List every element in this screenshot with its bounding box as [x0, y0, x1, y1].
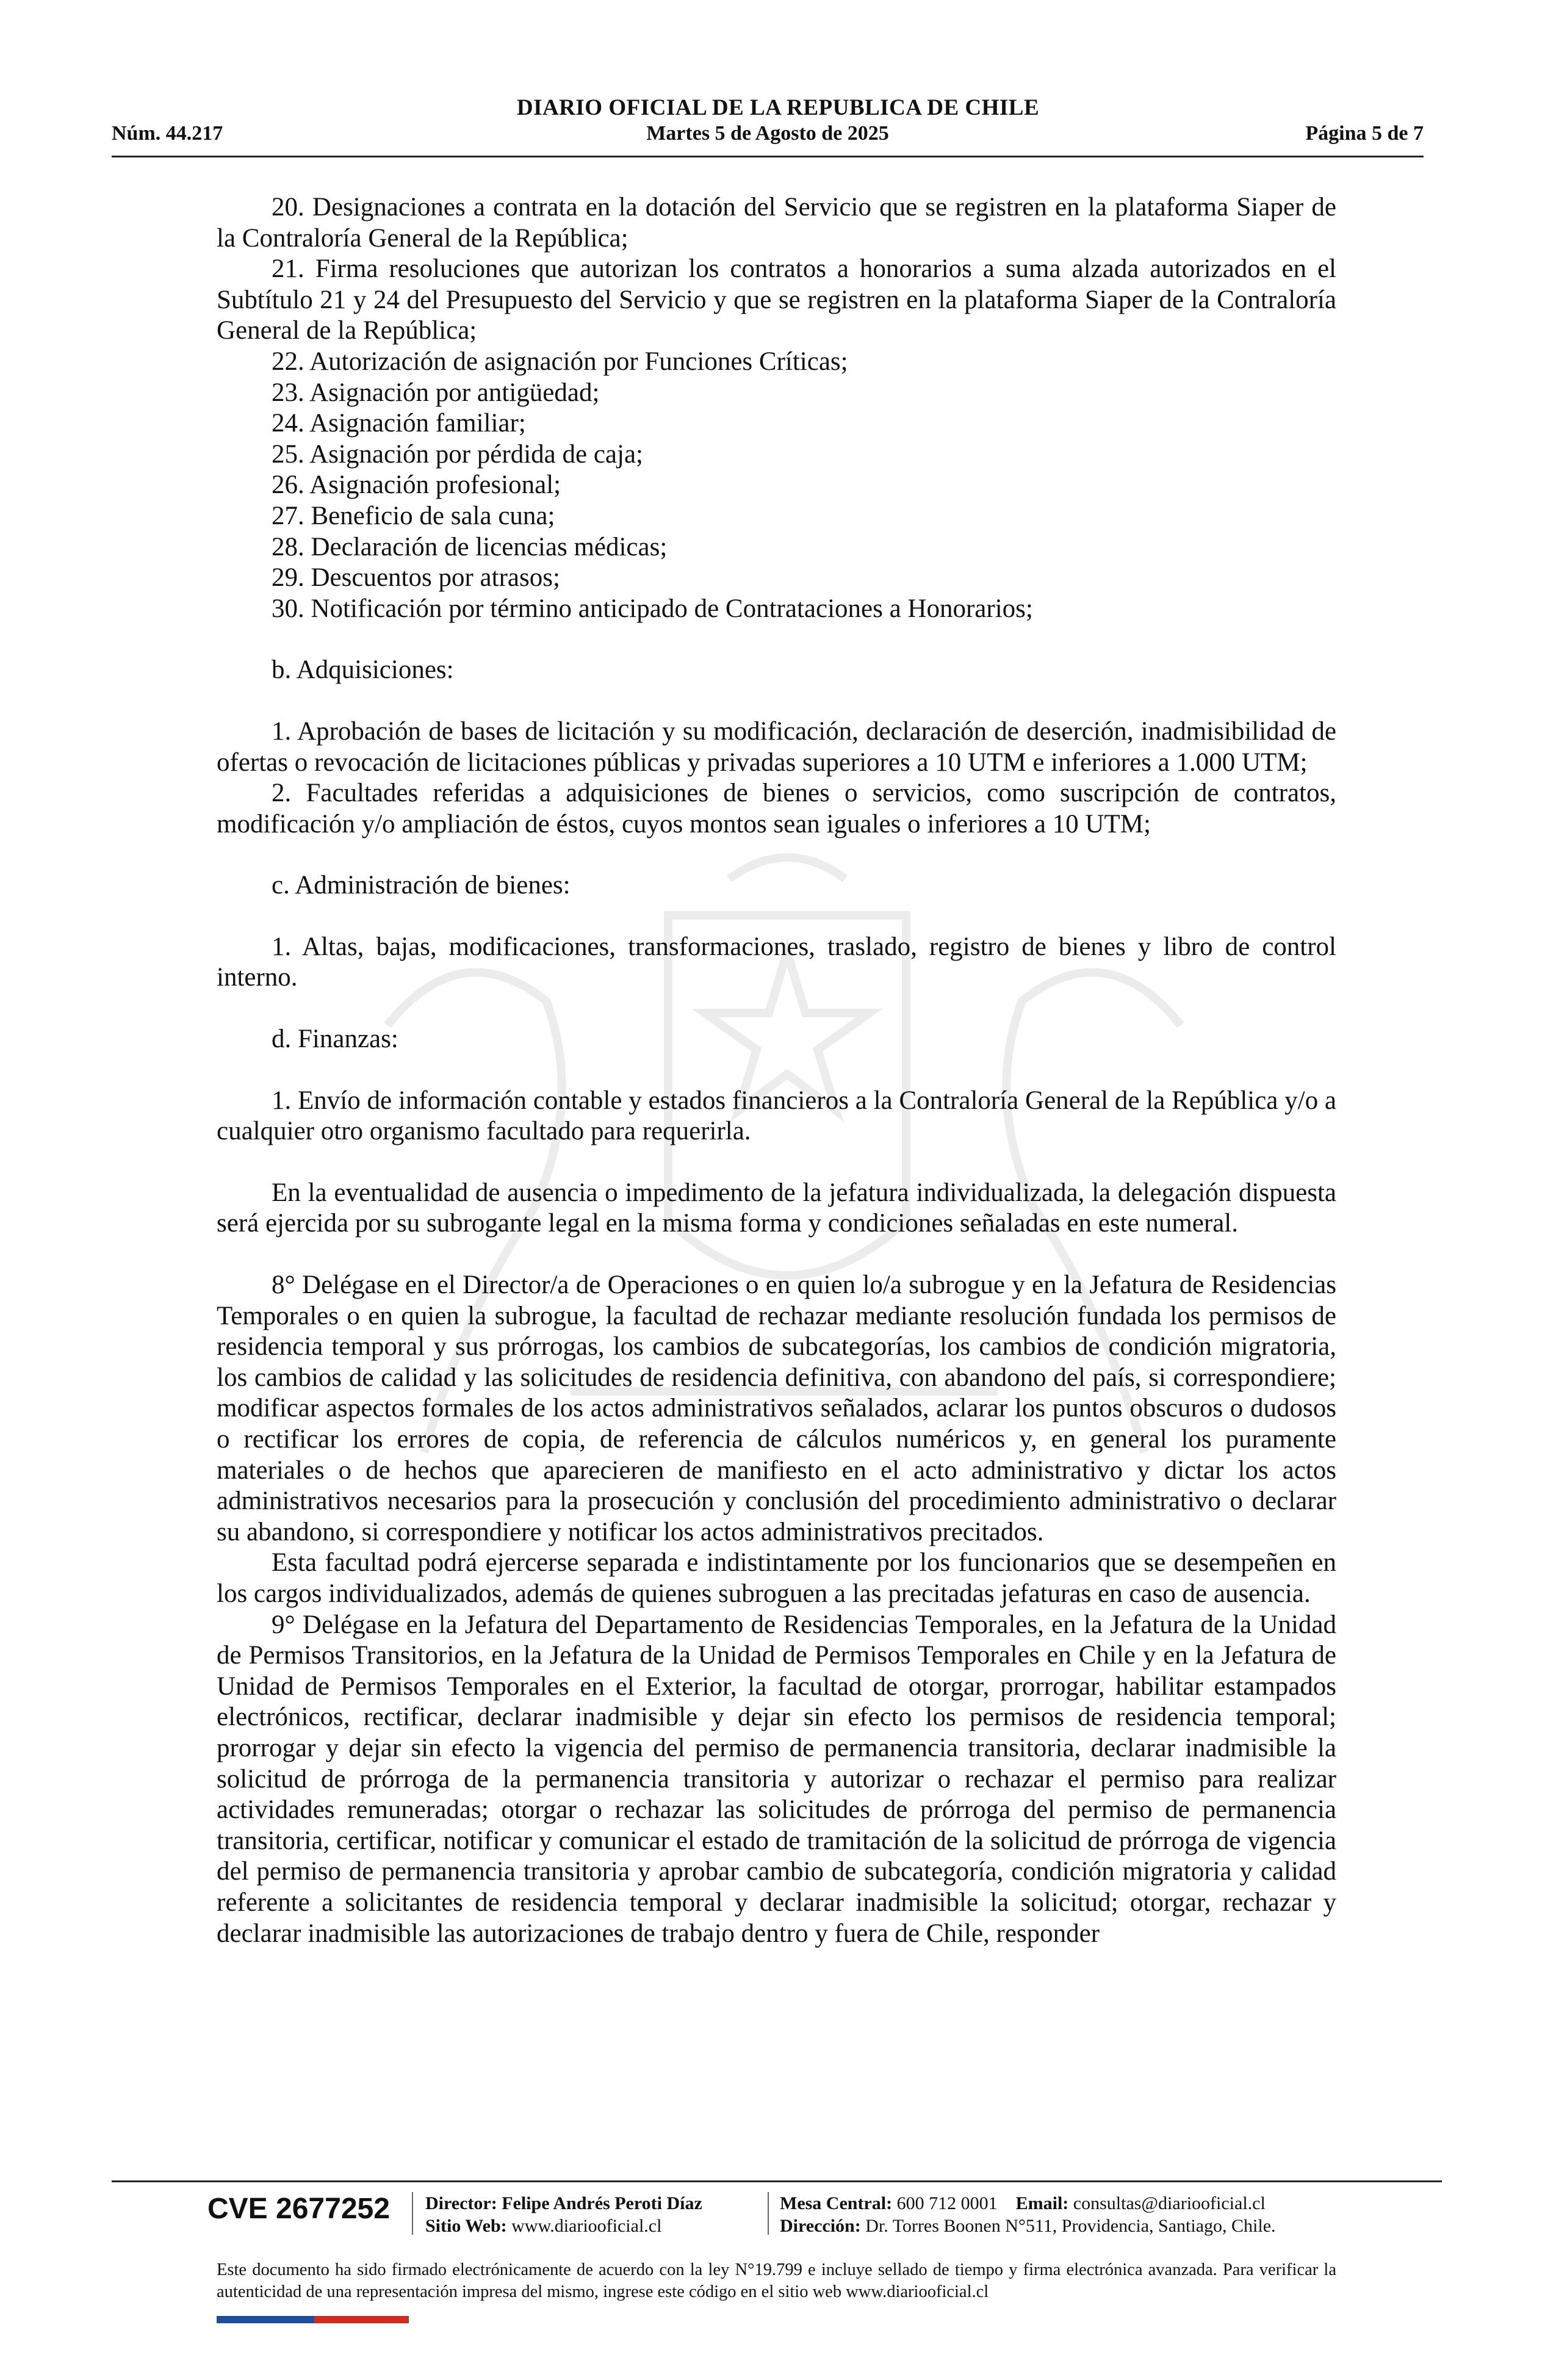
item-28: 28. Declaración de licencias médicas;	[272, 532, 668, 561]
page-number: Página 5 de 7	[1305, 122, 1424, 145]
email-link[interactable]: consultas@diariooficial.cl	[1073, 2193, 1266, 2213]
issue-date: Martes 5 de Agosto de 2025	[646, 122, 889, 145]
header-divider	[112, 156, 1424, 157]
address-label: Dirección:	[780, 2216, 861, 2236]
section-heading-bienes: c. Administración de bienes:	[272, 871, 571, 900]
director-name: Felipe Andrés Peroti Díaz	[502, 2193, 702, 2213]
item-24: 24. Asignación familiar;	[272, 409, 526, 438]
item-20: 20. Designaciones a contrata en la dotación del Servicio que se registren en la plataforma Siaper de la Contraloría General de la República;	[217, 193, 1336, 253]
item-22: 22. Autorización de asignación por Funciones Críticas;	[272, 347, 848, 376]
gazette-title: DIARIO OFICIAL DE LA REPUBLICA DE CHILE	[516, 95, 1040, 120]
item-27: 27. Beneficio de sala cuna;	[272, 501, 555, 530]
footer-director-block	[425, 2192, 702, 2237]
footer-divider	[112, 2180, 1442, 2182]
article-9-paragraph: 9° Delégase en la Jefatura del Departamento de Residencias Temporales, en la Jefatura de la Unidad de Permisos Transitorios, en la Jefatura de la Unidad de Permisos Temporales en Chile y en la Jefatura de Unidad de Permisos Temporales en el Exterior, la facultad de otorgar, prorrogar, habilitar estampados electrónicos, rectificar, declarar inadmisible y dejar sin efecto los permisos de residencia temporal; prorrogar y dejar sin efecto la vigencia del permiso de permanencia transitoria, declarar inadmisible la solicitud de prórroga de la permanencia transitoria y autorizar o rechazar el permiso para realizar actividades remuneradas; otorgar o rechazar las solicitudes de prórroga del permiso de permanencia transitoria, certificar, notificar y comunicar el estado de tramitación de la solicitud de prórroga de vigencia del permiso de permanencia transitoria y aprobar cambio de subcategoría, condición migratoria y calidad referente a solicitantes de residencia temporal y declarar inadmisible la solicitud; otorgar, rechazar y declarar inadmisible las autorizaciones de trabajo dentro y fuera de Chile, responder	[217, 1610, 1336, 1948]
mesa-label: Mesa Central:	[780, 2193, 893, 2213]
signature-note: Este documento ha sido firmado electrónicamente de acuerdo con la ley N°19.799 e incluye sellado de tiempo y firma electrónica avanzada. Para verificar la autenticidad de una representación impresa del mismo, ingrese este código en el sitio web www.diariooficial.cl	[217, 2260, 1336, 2301]
flag-stripe-blue	[217, 2316, 314, 2323]
footer-contact-block	[780, 2192, 1276, 2237]
item-21: 21. Firma resoluciones que autorizan los contratos a honorarios a suma alzada autorizados en el Subtítulo 21 y 24 del Presupuesto del Servicio y que se registren en la plataforma Siaper de la Contraloría General de la República;	[217, 254, 1336, 345]
document-body	[217, 192, 1336, 1949]
bienes-item-1: 1. Altas, bajas, modificaciones, transformaciones, traslado, registro de bienes y libro de control interno.	[217, 932, 1336, 992]
item-29: 29. Descuentos por atrasos;	[272, 563, 560, 593]
section-heading-adquisiciones: b. Adquisiciones:	[272, 655, 454, 685]
item-23: 23. Asignación por antigüedad;	[272, 378, 600, 407]
flag-stripe-red	[314, 2316, 409, 2323]
web-label: Sitio Web:	[425, 2216, 507, 2236]
adquisiciones-item-1: 1. Aprobación de bases de licitación y su modificación, declaración de deserción, inadmisibilidad de ofertas o revocación de licitaciones públicas y privadas superiores a 10 UTM e inferiores a 1.000 UTM;	[217, 716, 1336, 777]
item-26: 26. Asignación profesional;	[272, 471, 561, 500]
email-label: Email:	[1015, 2193, 1069, 2213]
article-8-paragraph: 8° Delégase en el Director/a de Operaciones o en quien lo/a subrogue y en la Jefatura de Residencias Temporales o en quien la subrogue, la facultad de rechazar mediante resolución fundada los permisos de residencia temporal y sus prórrogas, los cambios de subcategorías, los cambios de condición migratoria, los cambios de calidad y las solicitudes de residencia definitiva, con abandono del país, si correspondiere; modificar aspectos formales de los actos administrativos señalados, aclarar los puntos obscuros o dudosos o rectificar los errores de copia, de referencia de cálculos numéricos y, en general los puramente materiales o de hechos que aparecieren de manifiesto en el acto administrativo y dictar los actos administrativos necesarios para la prosecución y conclusión del procedimiento administrativo o declarar su abandono, si correspondiere y notificar los actos administrativos precitados.	[217, 1271, 1336, 1546]
issue-number: Núm. 44.217	[112, 122, 223, 145]
mesa-phone: 600 712 0001	[896, 2193, 998, 2213]
finanzas-item-1: 1. Envío de información contable y estados financieros a la Contraloría General de la República y/o a cualquier otro organismo facultado para requerirla.	[217, 1086, 1336, 1146]
item-25: 25. Asignación por pérdida de caja;	[272, 439, 643, 469]
section-heading-finanzas: d. Finanzas:	[272, 1025, 398, 1054]
article-8-note: Esta facultad podrá ejercerse separada e indistintamente por los funcionarios que se desempeñen en los cargos individualizados, además de quienes subroguen a las precitadas jefaturas en caso de ausencia.	[217, 1548, 1336, 1608]
director-label: Director:	[425, 2193, 497, 2213]
header-row	[112, 122, 1424, 153]
footer-separator	[768, 2192, 769, 2235]
item-30: 30. Notificación por término anticipado de Contrataciones a Honorarios;	[272, 594, 1033, 623]
address-text: Dr. Torres Boonen N°511, Providencia, Santiago, Chile.	[865, 2216, 1276, 2236]
web-link[interactable]: www.diariooficial.cl	[511, 2216, 662, 2236]
subrogation-paragraph: En la eventualidad de ausencia o impedimento de la jefatura individualizada, la delegación dispuesta será ejercida por su subrogante legal en la misma forma y condiciones señaladas en este numeral.	[217, 1178, 1336, 1238]
footer-separator	[412, 2192, 413, 2235]
cve-code: CVE 2677252	[207, 2193, 390, 2225]
adquisiciones-item-2: 2. Facultades referidas a adquisiciones de bienes o servicios, como suscripción de contratos, modificación y/o ampliación de éstos, cuyos montos sean iguales o inferiores a 10 UTM;	[217, 779, 1336, 838]
